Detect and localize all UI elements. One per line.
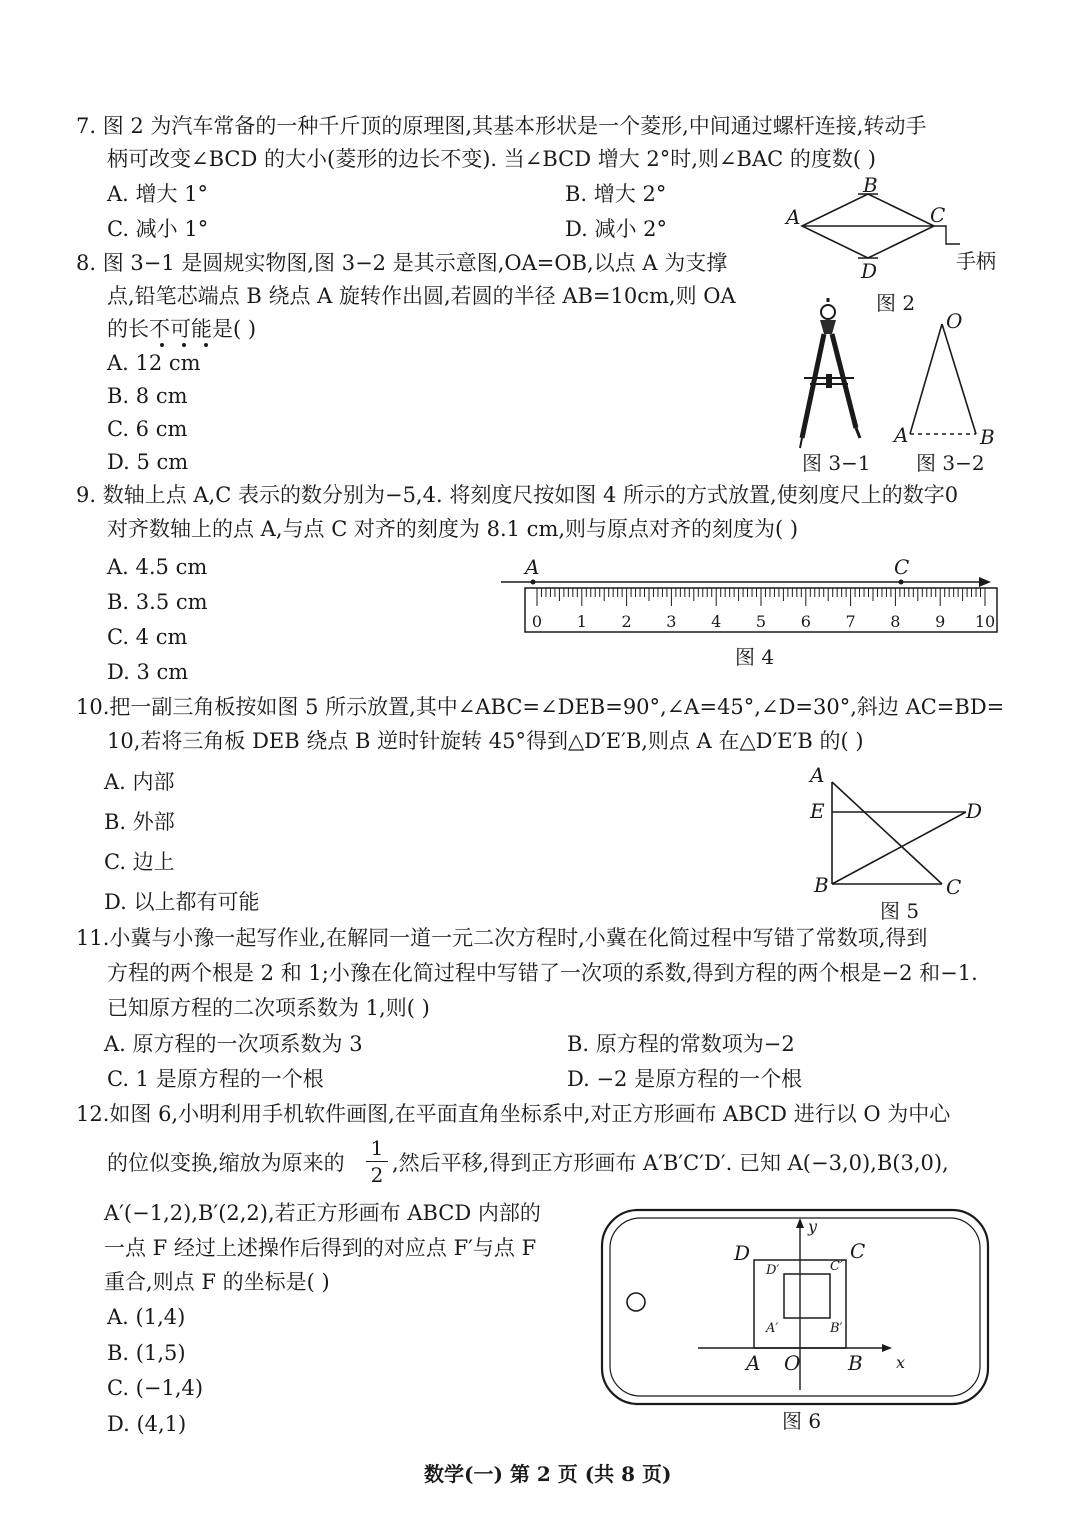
label-handle: 手柄 xyxy=(956,249,996,273)
q12-stem-line4: 一点 F 经过上述操作后得到的对应点 F′与点 F xyxy=(104,1236,537,1260)
label-D-prime: D′ xyxy=(766,1263,780,1278)
label-A: A xyxy=(810,763,825,787)
label-E: E xyxy=(810,799,825,823)
figure-5-caption: 图 5 xyxy=(880,899,920,923)
q7-option-d: D. 减小 2° xyxy=(565,217,667,241)
ruler-number: 1 xyxy=(576,612,587,631)
label-C: C xyxy=(850,1239,866,1263)
label-B: B xyxy=(814,873,829,897)
label-C: C xyxy=(894,555,910,579)
figure-6-caption: 图 6 xyxy=(782,1409,822,1433)
q7-option-a: A. 增大 1° xyxy=(107,182,209,206)
q8-stem-line1: 8. 图 3−1 是圆规实物图,图 3−2 是其示意图,OA=OB,以点 A 为支撑 xyxy=(76,251,728,275)
point-A xyxy=(531,580,536,585)
q7-stem-line2: 柄可改变∠BCD 的大小(菱形的边长不变). 当∠BCD 增大 2°时,则∠BAC 的度数( ) xyxy=(107,147,876,171)
q9-stem-line1: 9. 数轴上点 A,C 表示的数分别为−5,4. 将刻度尺按如图 4 所示的方式放置,使刻度尺上的数字0 xyxy=(76,483,959,507)
ruler-number: 10 xyxy=(974,612,996,631)
label-D: D xyxy=(734,1241,751,1265)
q11-option-a: A. 原方程的一次项系数为 3 xyxy=(104,1032,363,1056)
figure-2-caption: 图 2 xyxy=(876,291,916,315)
emphasis-dot xyxy=(182,343,186,347)
ruler-number: 0 xyxy=(531,612,543,631)
label-A-prime: A′ xyxy=(766,1321,779,1336)
figure-3-1-compass xyxy=(790,298,880,478)
q12-option-c: C. (−1,4) xyxy=(107,1376,204,1400)
point-C xyxy=(899,580,904,585)
x-axis-arrow-icon xyxy=(882,1344,892,1352)
q9-option-b: B. 3.5 cm xyxy=(107,590,208,614)
label-D: D xyxy=(966,799,983,823)
q11-stem-line1: 11.小冀与小豫一起写作业,在解同一道一元二次方程时,小冀在化简过程中写错了常数项,得到 xyxy=(76,926,928,950)
q10-option-d: D. 以上都有可能 xyxy=(104,890,260,914)
square-A1B1C1D1 xyxy=(784,1274,830,1318)
q12-option-d: D. (4,1) xyxy=(107,1412,187,1436)
ruler-number: 6 xyxy=(800,612,811,631)
page-footer: 数学(一) 第 2 页 (共 8 页) xyxy=(424,1462,672,1486)
ruler-ticks xyxy=(537,588,985,606)
fraction-numerator: 1 xyxy=(370,1136,384,1160)
label-B: B xyxy=(980,425,995,449)
q12-stem-line5: 重合,则点 F 的坐标是( ) xyxy=(104,1270,330,1294)
q10-option-a: A. 内部 xyxy=(104,770,175,794)
label-A: A xyxy=(746,1351,761,1375)
q12-stem-line2-start: 的位似变换,缩放为原来的 xyxy=(107,1151,345,1175)
label-A: A xyxy=(894,423,909,447)
q12-stem-line1: 12.如图 6,小明利用手机软件画图,在平面直角坐标系中,对正方形画布 ABCD 进行以 O 为中心 xyxy=(76,1102,951,1126)
label-O: O xyxy=(784,1351,801,1375)
figure-5-triangles xyxy=(800,760,1000,924)
q12-option-b: B. (1,5) xyxy=(107,1341,186,1365)
figure-4-caption: 图 4 xyxy=(735,645,775,669)
q11-stem-line3: 已知原方程的二次项系数为 1,则( ) xyxy=(107,996,430,1020)
ruler-number: 5 xyxy=(755,612,767,631)
q10-stem-line1: 10.把一副三角板按如图 5 所示放置,其中∠ABC=∠DEB=90°,∠A=45°,∠D=30°,斜边 AC=BD= xyxy=(76,695,1005,719)
q8-option-a: A. 12 cm xyxy=(107,351,201,375)
fraction-one-half xyxy=(366,1138,388,1185)
arrow-head-icon xyxy=(979,577,991,587)
ruler-number: 3 xyxy=(666,612,677,631)
q8-option-d: D. 5 cm xyxy=(107,450,189,474)
emphasis-dot xyxy=(204,343,208,347)
q12-option-a: A. (1,4) xyxy=(107,1305,186,1329)
fraction-denominator: 2 xyxy=(370,1163,384,1187)
q9-option-c: C. 4 cm xyxy=(107,625,188,649)
q7-option-c: C. 减小 1° xyxy=(107,217,209,241)
ruler-number: 8 xyxy=(890,612,901,631)
q9-option-a: A. 4.5 cm xyxy=(107,555,208,579)
q10-option-b: B. 外部 xyxy=(104,810,175,834)
ruler-number: 2 xyxy=(621,612,632,631)
figure-6-phone-canvas xyxy=(596,1200,996,1440)
label-B: B xyxy=(848,1351,863,1375)
emphasis-dot xyxy=(160,343,164,347)
label-C: C xyxy=(946,875,962,899)
q11-option-b: B. 原方程的常数项为−2 xyxy=(567,1032,795,1056)
label-C-prime: C′ xyxy=(830,1259,843,1274)
q10-option-c: C. 边上 xyxy=(104,850,175,874)
q7-stem-line1: 7. 图 2 为汽车常备的一种千斤顶的原理图,其基本形状是一个菱形,中间通过螺杆连接,转动手 xyxy=(76,114,927,138)
handle-line xyxy=(934,226,960,244)
ruler-numbers xyxy=(532,612,995,631)
figure-2-rhombus xyxy=(780,172,1020,315)
figure-3-2-triangle xyxy=(892,310,1012,478)
label-B-prime: B′ xyxy=(830,1321,843,1336)
label-y: y xyxy=(808,1217,818,1236)
y-axis-arrow-icon xyxy=(796,1218,804,1228)
ruler-number: 4 xyxy=(711,612,722,631)
q12-stem-line2-end: ,然后平移,得到正方形画布 A′B′C′D′. 已知 A(−3,0),B(3,0), xyxy=(392,1151,949,1175)
label-A: A xyxy=(786,205,801,229)
label-x: x xyxy=(896,1353,906,1372)
q8-stem-line2: 点,铅笔芯端点 B 绕点 A 旋转作出圆,若圆的半径 AB=10cm,则 OA xyxy=(107,284,736,308)
q9-stem-line2: 对齐数轴上的点 A,与点 C 对齐的刻度为 8.1 cm,则与原点对齐的刻度为( ) xyxy=(107,517,799,541)
ruler-number: 9 xyxy=(935,612,946,631)
q7-option-b: B. 增大 2° xyxy=(565,182,667,206)
label-A: A xyxy=(525,555,540,579)
q11-stem-line2: 方程的两个根是 2 和 1;小豫在化简过程中写错了一次项的系数,得到方程的两个根是−2 和−1. xyxy=(107,961,978,985)
label-C: C xyxy=(930,203,946,227)
q12-stem-line3: A′(−1,2),B′(2,2),若正方形画布 ABCD 内部的 xyxy=(104,1201,541,1225)
q8-option-c: C. 6 cm xyxy=(107,417,188,441)
label-B: B xyxy=(863,173,878,197)
label-O: O xyxy=(946,309,963,333)
figure-3-2-caption: 图 3−2 xyxy=(916,451,985,475)
figure-3-1-caption: 图 3−1 xyxy=(802,451,871,475)
q10-stem-line2: 10,若将三角板 DEB 绕点 B 逆时针旋转 45°得到△D′E′B,则点 A 在△D′E′B 的( ) xyxy=(107,729,864,753)
q11-option-d: D. −2 是原方程的一个根 xyxy=(567,1067,803,1091)
label-D: D xyxy=(861,259,878,283)
q11-option-c: C. 1 是原方程的一个根 xyxy=(107,1067,324,1091)
q8-option-b: B. 8 cm xyxy=(107,384,188,408)
q9-option-d: D. 3 cm xyxy=(107,660,189,684)
q8-stem-line3: 的长不可能是( ) xyxy=(107,317,257,341)
figure-4-ruler xyxy=(495,556,1005,672)
ruler-number: 7 xyxy=(845,612,856,631)
phone-button-icon xyxy=(627,1293,645,1311)
